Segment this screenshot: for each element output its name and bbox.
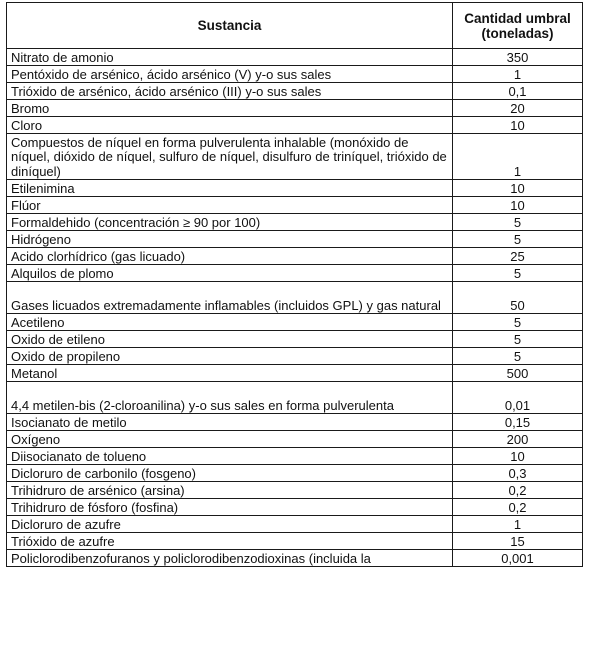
substance-cell: Dicloruro de azufre (7, 516, 453, 533)
table-row (7, 83, 583, 100)
substance-cell: Trihidruro de arsénico (arsina) (7, 482, 453, 499)
substance-cell: Trióxido de arsénico, ácido arsénico (III) y-o sus sales (7, 83, 453, 100)
substance-cell: Dicloruro de carbonilo (fosgeno) (7, 465, 453, 482)
substance-cell: Acetileno (7, 314, 453, 331)
table-row (7, 180, 583, 197)
table-row (7, 431, 583, 448)
threshold-cell: 10 (453, 448, 583, 465)
substance-cell: Acido clorhídrico (gas licuado) (7, 248, 453, 265)
table-row (7, 448, 583, 465)
threshold-cell: 10 (453, 197, 583, 214)
table-row (7, 197, 583, 214)
substance-cell: Nitrato de amonio (7, 49, 453, 66)
threshold-cell: 5 (453, 265, 583, 282)
substance-cell: Compuestos de níquel en forma pulverulenta inhalable (monóxido de níquel, dióxido de níquel, sulfuro de níquel, disulfuro de triníquel, trióxido de diníquel) (7, 134, 453, 180)
substance-cell: Diisocianato de tolueno (7, 448, 453, 465)
threshold-cell: 25 (453, 248, 583, 265)
threshold-cell: 1 (453, 134, 583, 180)
substance-cell: Oxido de propileno (7, 348, 453, 365)
threshold-cell: 0,01 (453, 382, 583, 414)
threshold-cell: 0,15 (453, 414, 583, 431)
threshold-table (6, 2, 583, 567)
threshold-cell: 20 (453, 100, 583, 117)
substance-cell: Flúor (7, 197, 453, 214)
table-row (7, 314, 583, 331)
table-row (7, 550, 583, 567)
table-row (7, 348, 583, 365)
table-row (7, 100, 583, 117)
substance-cell: Alquilos de plomo (7, 265, 453, 282)
substance-cell: Bromo (7, 100, 453, 117)
substance-cell: Gases licuados extremadamente inflamables (incluidos GPL) y gas natural (7, 282, 453, 314)
table-row (7, 482, 583, 499)
threshold-cell: 200 (453, 431, 583, 448)
substance-cell: Oxígeno (7, 431, 453, 448)
threshold-cell: 5 (453, 231, 583, 248)
substance-cell: Policlorodibenzofuranos y policlorodibenzodioxinas (incluida la (7, 550, 453, 567)
table-row (7, 365, 583, 382)
threshold-cell: 500 (453, 365, 583, 382)
table-row (7, 134, 583, 180)
table-row (7, 499, 583, 516)
substance-cell: Formaldehido (concentración ≥ 90 por 100) (7, 214, 453, 231)
table-header-row (7, 3, 583, 49)
substance-cell: Oxido de etileno (7, 331, 453, 348)
table-row (7, 465, 583, 482)
threshold-cell: 0,1 (453, 83, 583, 100)
table-row (7, 282, 583, 314)
threshold-cell: 5 (453, 331, 583, 348)
substance-cell: Etilenimina (7, 180, 453, 197)
threshold-cell: 5 (453, 214, 583, 231)
substance-cell: Metanol (7, 365, 453, 382)
threshold-cell: 0,2 (453, 482, 583, 499)
threshold-cell: 50 (453, 282, 583, 314)
substance-cell: Isocianato de metilo (7, 414, 453, 431)
threshold-cell: 350 (453, 49, 583, 66)
threshold-cell: 5 (453, 314, 583, 331)
table-row (7, 117, 583, 134)
table-row (7, 331, 583, 348)
table-row (7, 533, 583, 550)
table-row (7, 516, 583, 533)
header-threshold: Cantidad umbral (toneladas) (453, 3, 583, 49)
table-row (7, 49, 583, 66)
header-substance: Sustancia (7, 3, 453, 49)
table-row (7, 231, 583, 248)
threshold-cell: 0,001 (453, 550, 583, 567)
substance-cell: Trióxido de azufre (7, 533, 453, 550)
table-row (7, 214, 583, 231)
substance-cell: Trihidruro de fósforo (fosfina) (7, 499, 453, 516)
substance-cell: Pentóxido de arsénico, ácido arsénico (V) y-o sus sales (7, 66, 453, 83)
threshold-cell: 0,2 (453, 499, 583, 516)
substance-cell: 4,4 metilen-bis (2-cloroanilina) y-o sus sales en forma pulverulenta (7, 382, 453, 414)
substance-cell: Cloro (7, 117, 453, 134)
substance-cell: Hidrógeno (7, 231, 453, 248)
threshold-cell: 1 (453, 516, 583, 533)
threshold-cell: 15 (453, 533, 583, 550)
table-row (7, 414, 583, 431)
table-row (7, 382, 583, 414)
table-row (7, 265, 583, 282)
threshold-cell: 10 (453, 117, 583, 134)
table-row (7, 248, 583, 265)
table-body (7, 49, 583, 567)
threshold-cell: 5 (453, 348, 583, 365)
threshold-cell: 0,3 (453, 465, 583, 482)
threshold-cell: 1 (453, 66, 583, 83)
threshold-cell: 10 (453, 180, 583, 197)
table-row (7, 66, 583, 83)
